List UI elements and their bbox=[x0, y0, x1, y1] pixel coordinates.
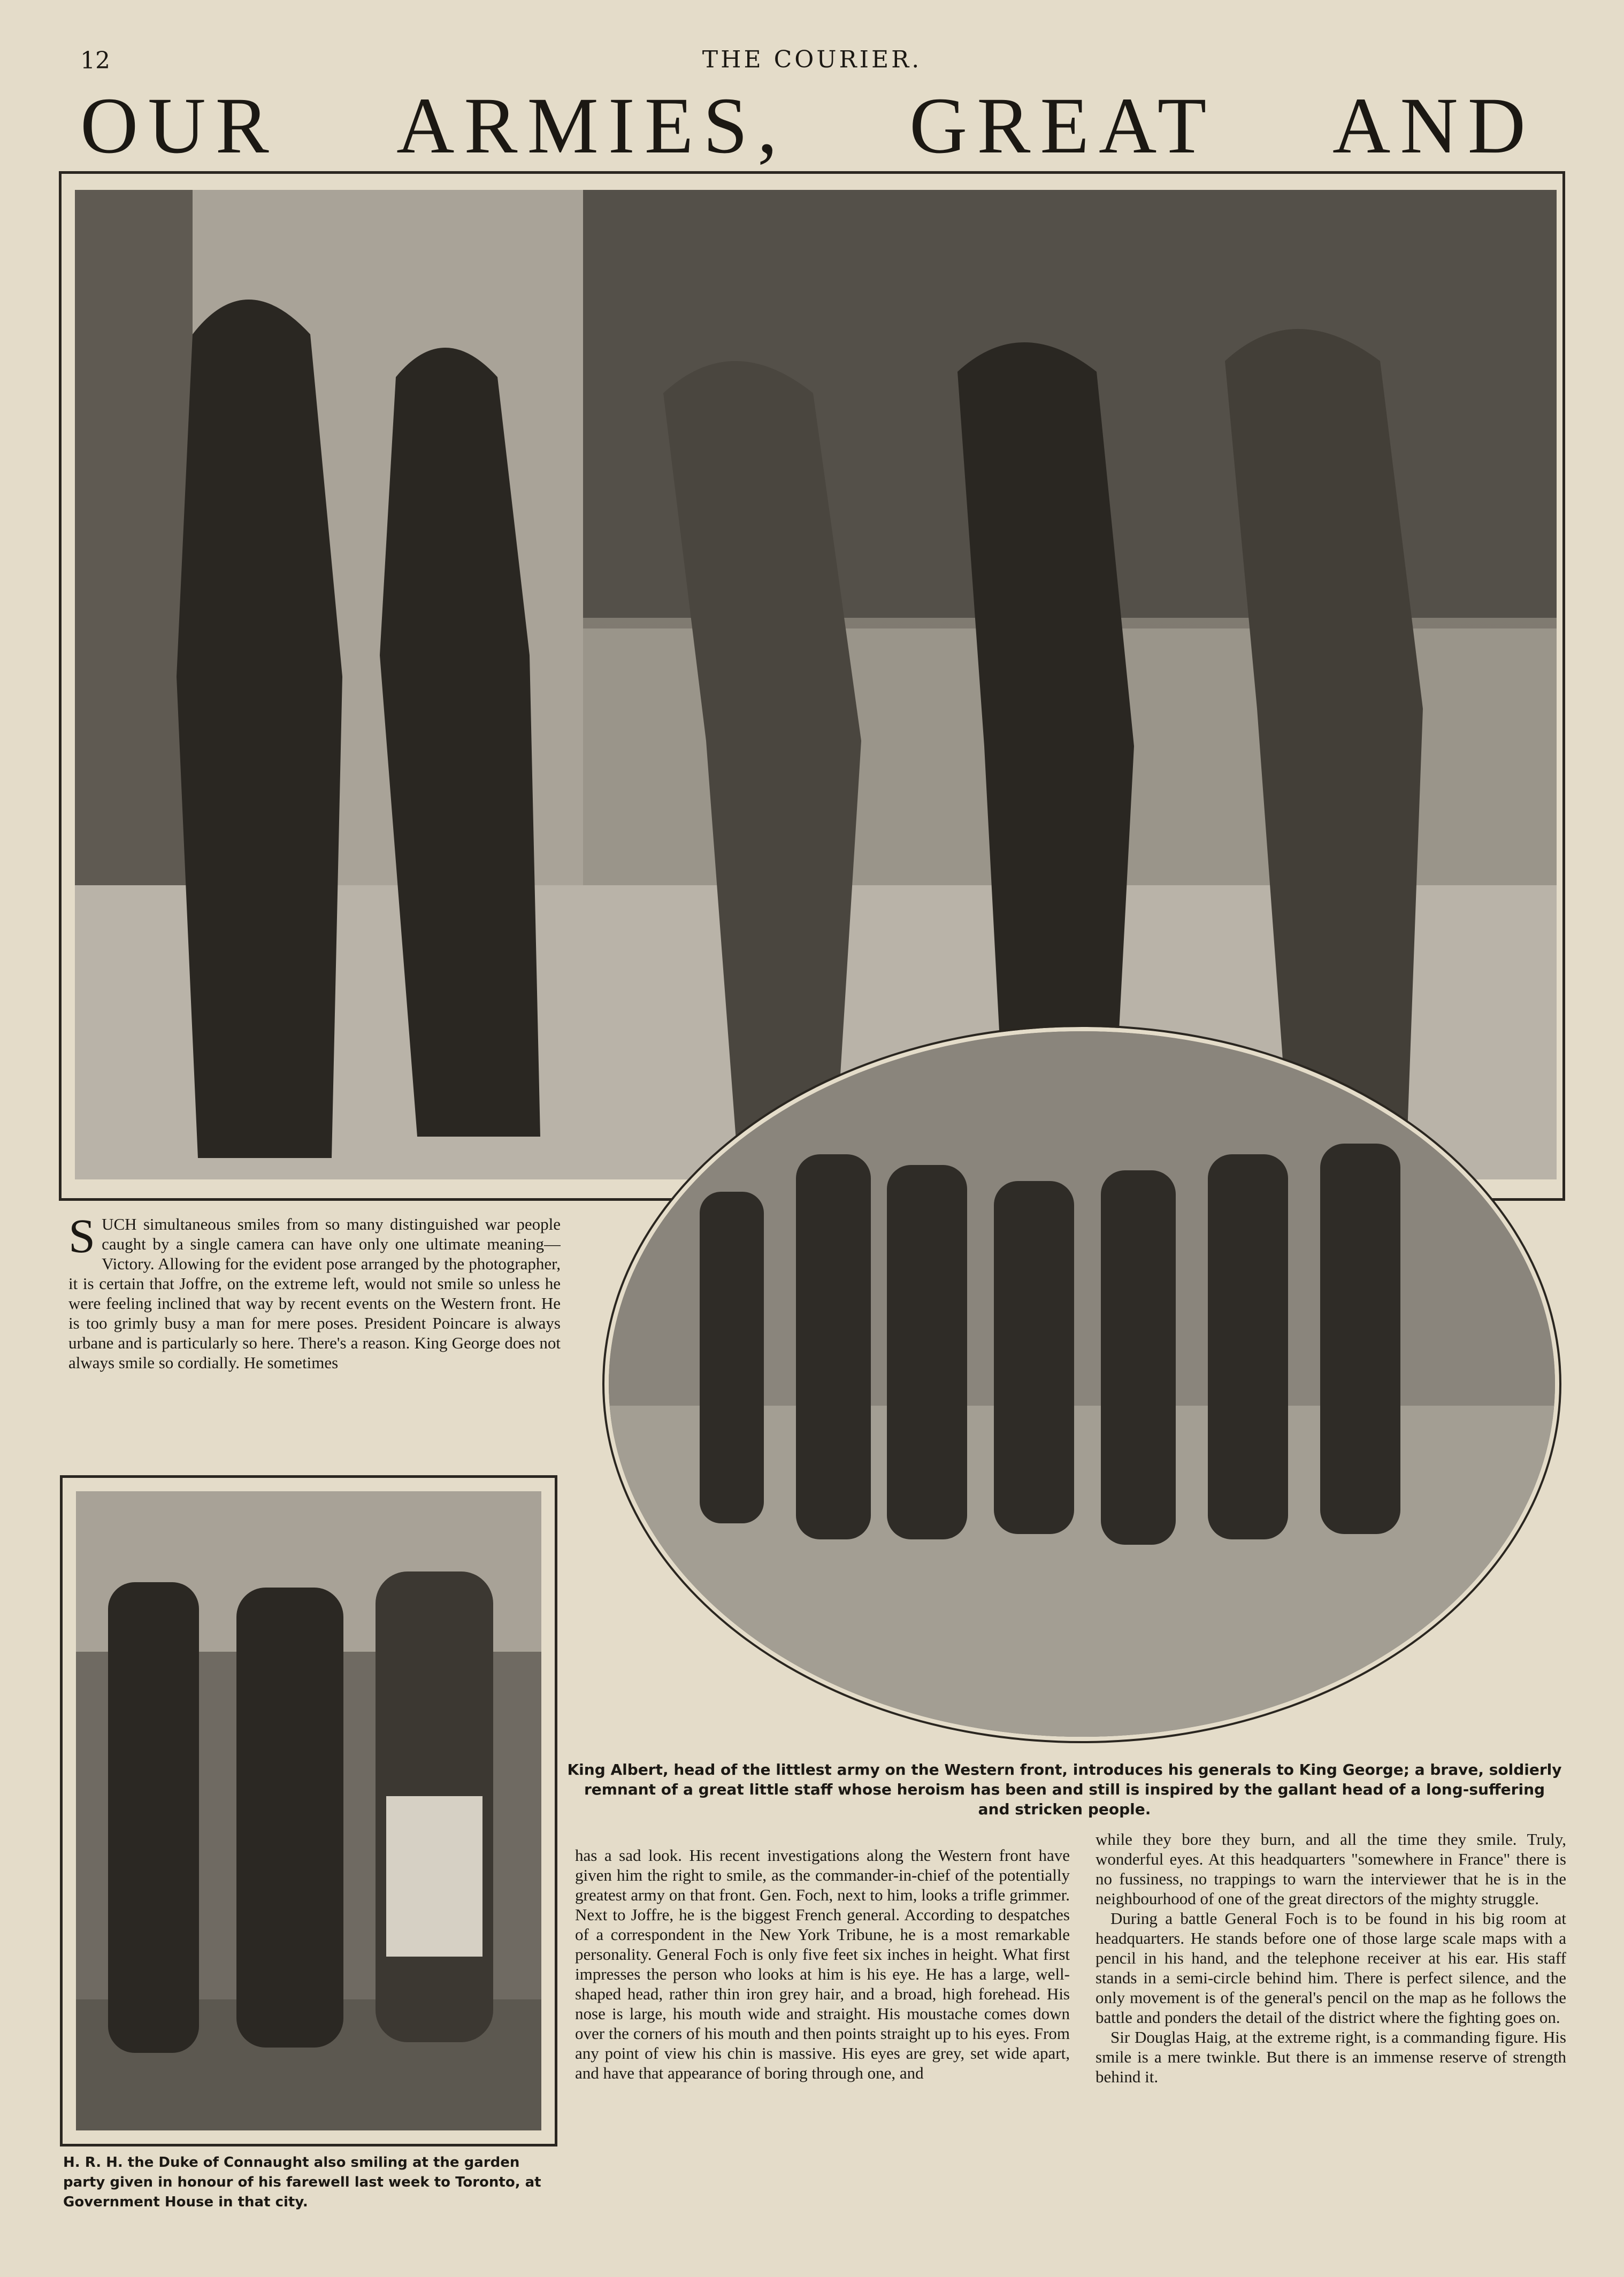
headline: OUR ARMIES, GREAT AND bbox=[80, 81, 1535, 170]
left-photo bbox=[76, 1491, 541, 2130]
article-col-1-text: UCH simultaneous smiles from so many distinguished war people caught by a single camera can have only one ultimate meaning—Victory. Allowing for the evident pose arranged by the photographer, it is certain that Joffre, on the extreme left, would not smile so unless he were feeling inclined that way by recent events on the Western front. He is too grimly busy a man for mere poses. President Poincare is always urbane and is particularly so here. There's a reason. King George does not always smile so cordially. He sometimes bbox=[68, 1215, 561, 1372]
running-head: THE COURIER. bbox=[702, 46, 922, 73]
article-col-3 bbox=[1096, 1829, 1566, 2087]
hero-photo bbox=[75, 190, 1557, 1179]
article-col-1 bbox=[68, 1214, 561, 1450]
oval-photo-caption: King Albert, head of the littlest army on the Western front, introduces his generals to King George; a brave, soldierly remnant of a great little staff whose heroism has been and still is inspired by the gallant head of a long-suffering and stricken people. bbox=[567, 1761, 1562, 1818]
page-number: 12 bbox=[80, 47, 110, 74]
article-col-3-para-2: During a battle General Foch is to be found in his big room at headquarters. He stands before one of those large scale maps with a pencil in his hand, and the telephone receiver at his ear. His staff stands in a semi-circle behind him. There is perfect silence, and the only movement is of the general's pencil on the map as he follows the battle and ponders the detail of the district where the fighting goes on. bbox=[1096, 1909, 1566, 2027]
drop-cap: S bbox=[68, 1214, 96, 1263]
article-col-2-text: has a sad look. His recent investigations along the Western front have given him the right to smile, as the commander-in-chief of the potentially greatest army on that front. Gen. Foch, next to him, looks a trifle grimmer. Next to Joffre, he is the biggest French general. According to despatches of a correspondent in the New York Tribune, he is a most remarkable personality. General Foch is only five feet six inches in height. What first impresses the person who looks at him is his eye. He has a large, well-shaped head, rather thin iron grey hair, and a broad, high forehead. His nose is large, his mouth wide and straight. His moustache comes down over the corners of his mouth and then points straight up to his eyes. From any point of view his chin is massive. His eyes are grey, set wide apart, and have that appearance of boring through one, and bbox=[575, 1846, 1070, 2082]
oval-photo bbox=[604, 1027, 1559, 1741]
article-col-2 bbox=[575, 1845, 1070, 2083]
left-photo-caption: H. R. H. the Duke of Connaught also smiling at the garden party given in honour of his farewell last week to Toronto, at Government House in that city. bbox=[63, 2155, 541, 2210]
article-col-3-para-1: while they bore they burn, and all the time they smile. Truly, wonderful eyes. At this headquarters "somewhere in France" there is no fussiness, no trappings to warn the interviewer that he is in the neighbourhood of one of the great directors of the mighty struggle. bbox=[1096, 1830, 1566, 1908]
article-col-3-para-3: Sir Douglas Haig, at the extreme right, is a commanding figure. His smile is a mere twinkle. But there is an immense reserve of strength behind it. bbox=[1096, 2028, 1566, 2086]
